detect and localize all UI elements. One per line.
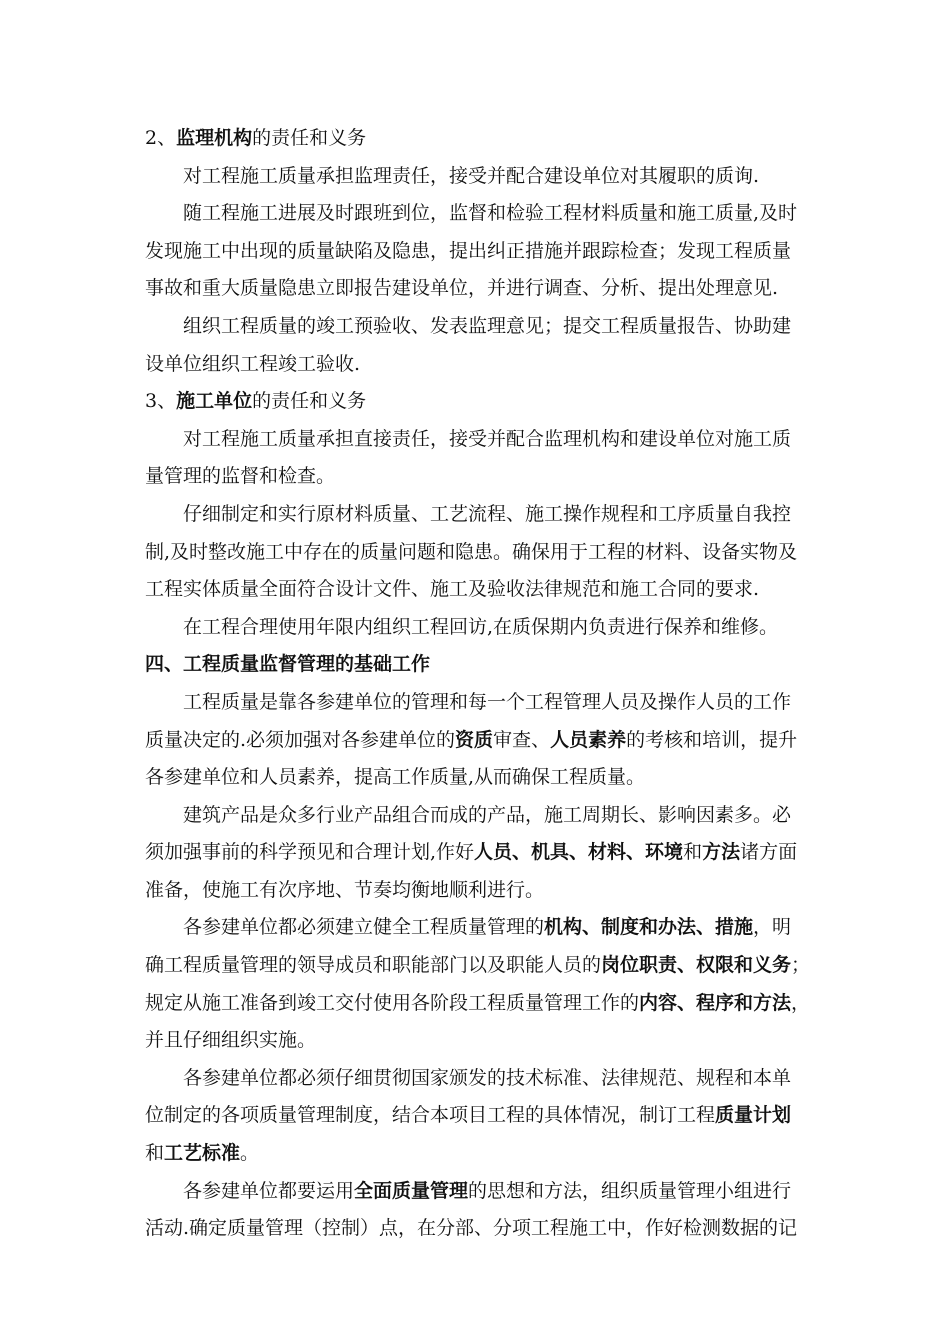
text-segment: 的责任和义务 [252,390,367,413]
text-line [145,383,825,421]
text-segment: 确工程质量管理的领导成员和职能部门以及职能人员的 [145,954,602,977]
text-segment: 的思想和方法，组织质量管理小组进行 [468,1179,792,1202]
text-segment: 准备，使施工有次序地、节奏均衡地顺利进行。 [145,878,545,901]
text-line [145,947,825,985]
bold-text: 岗位职责、权限和义务 [601,954,792,977]
text-line [145,1135,825,1173]
bold-text: 质量计划 [715,1104,792,1127]
text-segment: 须加强事前的科学预见和合理计划,作好 [145,841,475,864]
text-segment: 设单位组织工程竣工验收. [145,352,361,375]
text-segment: 的考核和培训，提升 [626,728,798,751]
text-line [145,985,825,1023]
text-segment: 各参建单位和人员素养，提高工作质量,从而确保工程质量。 [145,766,646,789]
bold-text: 方法 [702,841,741,864]
text-line [145,872,825,910]
text-segment: 组织工程质量的竣工预验收、发表监理意见；提交工程质量报告、协助建 [183,314,792,337]
text-segment: 2、 [145,127,177,149]
text-segment: 3、 [145,390,177,413]
text-segment: 事故和重大质量隐患立即报告建设单位，并进行调查、分析、提出处理意见. [145,277,779,300]
text-segment: 量管理的监督和检查。 [145,465,336,488]
text-line [145,609,825,647]
text-segment: 建筑产品是众多行业产品组合而成的产品，施工周期长、影响因素多。必 [183,803,792,826]
text-line [145,120,825,158]
text-segment: 对工程施工质量承担监理责任，接受并配合建设单位对其履职的质询. [183,164,760,187]
text-segment: 审查、 [493,728,551,751]
bold-text: 人员素养 [550,728,627,751]
text-line [145,646,825,684]
text-line [145,684,825,722]
text-line [145,458,825,496]
text-segment: 对工程施工质量承担直接责任，接受并配合监理机构和建设单位对施工质 [183,427,792,450]
text-line [145,195,825,233]
text-line [145,496,825,534]
text-line [145,1060,825,1098]
text-segment: 随工程施工进展及时跟班到位，监督和检验工程材料质量和施工质量,及时 [183,202,798,225]
text-line [145,1173,825,1211]
text-segment: 质量决定的.必须加强对各参建单位的 [145,728,456,751]
text-line [145,797,825,835]
text-line [145,308,825,346]
text-line [145,722,825,760]
text-line [145,571,825,609]
text-segment: 并且仔细组织实施。 [145,1029,317,1052]
text-line [145,346,825,384]
text-segment: 的责任和义务 [252,127,367,149]
text-line [145,1210,825,1248]
text-line [145,759,825,797]
text-line [145,270,825,308]
text-segment: 工程质量是靠各参建单位的管理和每一个工程管理人员及操作人员的工作 [183,690,792,713]
text-segment: 规定从施工准备到竣工交付使用各阶段工程质量管理工作的 [145,991,640,1014]
bold-text: 内容、程序和方法 [639,991,792,1014]
text-line [145,421,825,459]
bold-text: 四、工程质量监督管理的基础工作 [145,653,431,676]
text-line [145,158,825,196]
text-segment: 。 [240,1142,260,1165]
bold-text: 监理机构 [176,127,253,149]
text-segment: 仔细制定和实行原材料质量、工艺流程、施工操作规程和工序质量自我控 [183,502,792,525]
text-line [145,233,825,271]
text-line [145,534,825,572]
text-segment: 各参建单位都必须建立健全工程质量管理的 [183,916,545,939]
text-segment: 诸方面 [740,841,798,864]
bold-text: 资质 [455,728,494,751]
bold-text: 人员、机具、材料、环境 [474,841,684,864]
text-segment: 和 [683,841,703,864]
text-segment: 发现施工中出现的质量缺陷及隐患，提出纠正措施并跟踪检查；发现工程质量 [145,239,792,262]
bold-text: 工艺标准 [164,1142,241,1165]
text-segment: 工程实体质量全面符合设计文件、施工及验收法律规范和施工合同的要求. [145,578,760,601]
text-segment: ； [791,954,811,977]
text-segment: 在工程合理使用年限内组织工程回访,在质保期内负责进行保养和维修。 [183,615,779,638]
bold-text: 机构、制度和办法、措施 [544,916,754,939]
text-segment: 各参建单位都必须仔细贯彻国家颁发的技术标准、法律规范、规程和本单 [183,1066,792,1089]
text-line [145,909,825,947]
text-line [145,1022,825,1060]
text-segment: 活动.确定质量管理（控制）点，在分部、分项工程施工中，作好检测数据的记 [145,1217,798,1240]
text-segment: 各参建单位都要运用 [183,1179,355,1202]
text-segment: 和 [145,1142,165,1165]
bold-text: 施工单位 [176,390,253,413]
text-segment: 位制定的各项质量管理制度，结合本项目工程的具体情况，制订工程 [145,1104,716,1127]
text-line [145,1097,825,1135]
document-body [145,120,825,1248]
text-segment: ，明 [753,916,792,939]
text-segment: 制,及时整改施工中存在的质量问题和隐患。确保用于工程的材料、设备实物及 [145,540,798,563]
text-line [145,834,825,872]
text-segment: ， [791,991,811,1014]
bold-text: 全面质量管理 [354,1179,469,1202]
